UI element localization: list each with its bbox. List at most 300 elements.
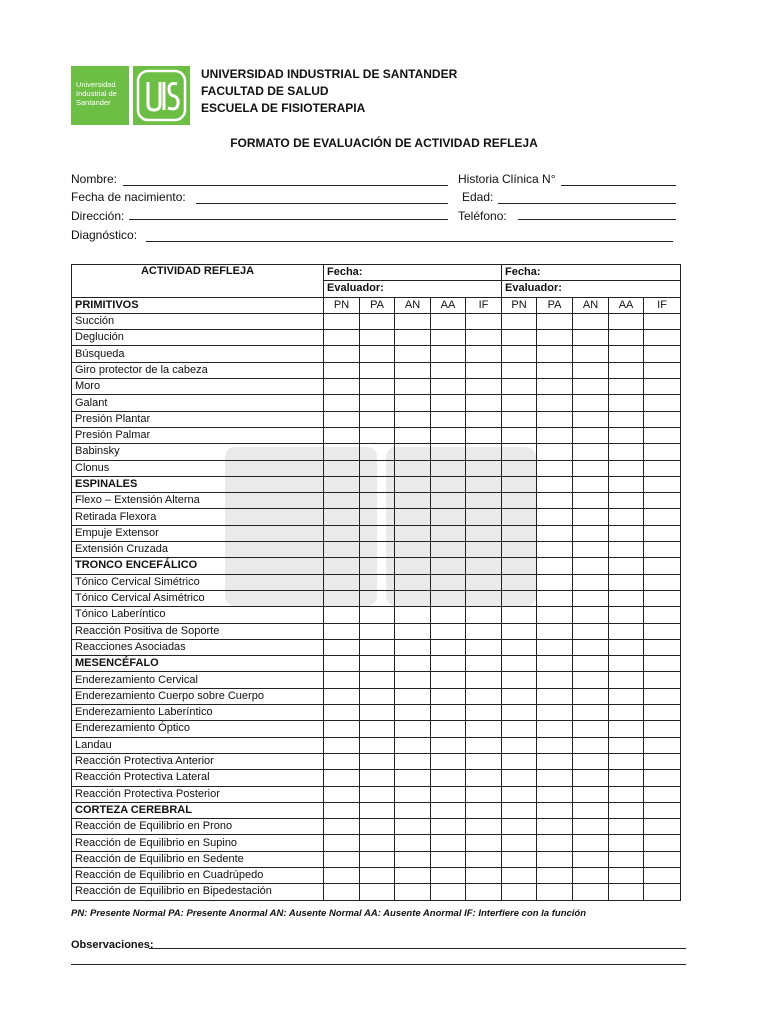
- score-cell[interactable]: [573, 770, 609, 786]
- score-cell[interactable]: [324, 411, 360, 427]
- score-cell[interactable]: [609, 493, 644, 509]
- score-cell[interactable]: [466, 525, 502, 541]
- score-cell[interactable]: [395, 525, 431, 541]
- score-cell[interactable]: [502, 737, 537, 753]
- score-cell[interactable]: [502, 346, 537, 362]
- score-cell[interactable]: [502, 509, 537, 525]
- score-cell[interactable]: [537, 444, 573, 460]
- score-cell[interactable]: [431, 770, 466, 786]
- score-cell[interactable]: [431, 395, 466, 411]
- score-cell[interactable]: [360, 705, 395, 721]
- score-cell[interactable]: [609, 509, 644, 525]
- score-cell[interactable]: [431, 623, 466, 639]
- score-cell[interactable]: [431, 656, 466, 672]
- score-cell[interactable]: [395, 770, 431, 786]
- score-cell[interactable]: [573, 721, 609, 737]
- score-cell[interactable]: [644, 362, 681, 378]
- score-cell[interactable]: [360, 411, 395, 427]
- score-cell[interactable]: [324, 362, 360, 378]
- score-cell[interactable]: [502, 525, 537, 541]
- score-cell[interactable]: [466, 313, 502, 329]
- score-cell[interactable]: [502, 542, 537, 558]
- score-cell[interactable]: [466, 705, 502, 721]
- score-cell[interactable]: [431, 672, 466, 688]
- score-cell[interactable]: [537, 672, 573, 688]
- score-cell[interactable]: [324, 460, 360, 476]
- score-cell[interactable]: [537, 802, 573, 818]
- score-cell[interactable]: [360, 330, 395, 346]
- score-cell[interactable]: [360, 802, 395, 818]
- score-cell[interactable]: [395, 362, 431, 378]
- score-cell[interactable]: [324, 753, 360, 769]
- score-cell[interactable]: [644, 607, 681, 623]
- score-cell[interactable]: [360, 656, 395, 672]
- score-cell[interactable]: [537, 476, 573, 492]
- score-cell[interactable]: [573, 705, 609, 721]
- score-cell[interactable]: [324, 607, 360, 623]
- score-cell[interactable]: [360, 851, 395, 867]
- score-cell[interactable]: [573, 476, 609, 492]
- score-cell[interactable]: [360, 525, 395, 541]
- score-cell[interactable]: [360, 786, 395, 802]
- score-cell[interactable]: [502, 786, 537, 802]
- score-cell[interactable]: [502, 460, 537, 476]
- score-cell[interactable]: [395, 753, 431, 769]
- score-cell[interactable]: [537, 313, 573, 329]
- score-cell[interactable]: [502, 705, 537, 721]
- score-cell[interactable]: [360, 346, 395, 362]
- score-cell[interactable]: [573, 558, 609, 574]
- score-cell[interactable]: [431, 705, 466, 721]
- score-cell[interactable]: [502, 493, 537, 509]
- score-cell[interactable]: [431, 493, 466, 509]
- score-cell[interactable]: [466, 460, 502, 476]
- score-cell[interactable]: [573, 607, 609, 623]
- score-cell[interactable]: [466, 851, 502, 867]
- score-cell[interactable]: [360, 460, 395, 476]
- score-cell[interactable]: [431, 639, 466, 655]
- score-cell[interactable]: [395, 493, 431, 509]
- score-cell[interactable]: [360, 313, 395, 329]
- score-cell[interactable]: [573, 753, 609, 769]
- score-cell[interactable]: [431, 851, 466, 867]
- score-cell[interactable]: [502, 427, 537, 443]
- score-cell[interactable]: [360, 737, 395, 753]
- score-cell[interactable]: [644, 411, 681, 427]
- score-cell[interactable]: [537, 786, 573, 802]
- score-cell[interactable]: [644, 574, 681, 590]
- score-cell[interactable]: [609, 346, 644, 362]
- score-cell[interactable]: [395, 476, 431, 492]
- score-cell[interactable]: [644, 590, 681, 606]
- direccion-input-line[interactable]: [129, 219, 448, 220]
- score-cell[interactable]: [431, 411, 466, 427]
- score-cell[interactable]: [324, 802, 360, 818]
- score-cell[interactable]: [609, 460, 644, 476]
- score-cell[interactable]: [466, 411, 502, 427]
- score-cell[interactable]: [502, 851, 537, 867]
- score-cell[interactable]: [360, 867, 395, 883]
- score-cell[interactable]: [395, 688, 431, 704]
- score-cell[interactable]: [395, 867, 431, 883]
- score-cell[interactable]: [502, 590, 537, 606]
- score-cell[interactable]: [466, 476, 502, 492]
- score-cell[interactable]: [395, 460, 431, 476]
- score-cell[interactable]: [431, 721, 466, 737]
- fecha-cell-1[interactable]: Fecha:: [324, 265, 502, 281]
- score-cell[interactable]: [395, 656, 431, 672]
- score-cell[interactable]: [395, 607, 431, 623]
- score-cell[interactable]: [537, 330, 573, 346]
- score-cell[interactable]: [644, 444, 681, 460]
- score-cell[interactable]: [644, 884, 681, 900]
- score-cell[interactable]: [360, 395, 395, 411]
- score-cell[interactable]: [644, 721, 681, 737]
- score-cell[interactable]: [644, 639, 681, 655]
- score-cell[interactable]: [360, 672, 395, 688]
- score-cell[interactable]: [502, 770, 537, 786]
- score-cell[interactable]: [537, 607, 573, 623]
- score-cell[interactable]: [609, 721, 644, 737]
- score-cell[interactable]: [466, 395, 502, 411]
- score-cell[interactable]: [324, 476, 360, 492]
- score-cell[interactable]: [431, 688, 466, 704]
- score-cell[interactable]: [609, 770, 644, 786]
- score-cell[interactable]: [502, 802, 537, 818]
- score-cell[interactable]: [431, 884, 466, 900]
- score-cell[interactable]: [466, 656, 502, 672]
- score-cell[interactable]: [360, 427, 395, 443]
- score-cell[interactable]: [609, 851, 644, 867]
- score-cell[interactable]: [609, 884, 644, 900]
- score-cell[interactable]: [466, 737, 502, 753]
- score-cell[interactable]: [431, 313, 466, 329]
- score-cell[interactable]: [644, 770, 681, 786]
- score-cell[interactable]: [609, 574, 644, 590]
- score-cell[interactable]: [502, 753, 537, 769]
- score-cell[interactable]: [431, 379, 466, 395]
- score-cell[interactable]: [324, 737, 360, 753]
- score-cell[interactable]: [573, 427, 609, 443]
- score-cell[interactable]: [537, 835, 573, 851]
- score-cell[interactable]: [395, 379, 431, 395]
- score-cell[interactable]: [395, 444, 431, 460]
- score-cell[interactable]: [502, 607, 537, 623]
- score-cell[interactable]: [573, 395, 609, 411]
- score-cell[interactable]: [644, 623, 681, 639]
- score-cell[interactable]: [609, 476, 644, 492]
- fecha-cell-2[interactable]: Fecha:: [502, 265, 681, 281]
- score-cell[interactable]: [395, 786, 431, 802]
- score-cell[interactable]: [573, 460, 609, 476]
- score-cell[interactable]: [466, 721, 502, 737]
- score-cell[interactable]: [502, 411, 537, 427]
- score-cell[interactable]: [360, 753, 395, 769]
- score-cell[interactable]: [573, 542, 609, 558]
- score-cell[interactable]: [609, 362, 644, 378]
- score-cell[interactable]: [466, 884, 502, 900]
- score-cell[interactable]: [466, 379, 502, 395]
- score-cell[interactable]: [466, 574, 502, 590]
- score-cell[interactable]: [324, 705, 360, 721]
- score-cell[interactable]: [573, 819, 609, 835]
- score-cell[interactable]: [502, 819, 537, 835]
- score-cell[interactable]: [502, 379, 537, 395]
- score-cell[interactable]: [537, 574, 573, 590]
- score-cell[interactable]: [360, 542, 395, 558]
- score-cell[interactable]: [466, 427, 502, 443]
- score-cell[interactable]: [431, 819, 466, 835]
- score-cell[interactable]: [502, 558, 537, 574]
- score-cell[interactable]: [360, 379, 395, 395]
- score-cell[interactable]: [466, 639, 502, 655]
- score-cell[interactable]: [360, 574, 395, 590]
- score-cell[interactable]: [324, 884, 360, 900]
- score-cell[interactable]: [644, 460, 681, 476]
- edad-input-line[interactable]: [498, 203, 676, 204]
- score-cell[interactable]: [644, 851, 681, 867]
- score-cell[interactable]: [360, 623, 395, 639]
- score-cell[interactable]: [466, 362, 502, 378]
- score-cell[interactable]: [502, 835, 537, 851]
- score-cell[interactable]: [395, 509, 431, 525]
- score-cell[interactable]: [324, 379, 360, 395]
- score-cell[interactable]: [324, 493, 360, 509]
- score-cell[interactable]: [395, 884, 431, 900]
- score-cell[interactable]: [644, 558, 681, 574]
- score-cell[interactable]: [431, 444, 466, 460]
- score-cell[interactable]: [502, 656, 537, 672]
- historia-clinica-input-line[interactable]: [561, 185, 676, 186]
- score-cell[interactable]: [324, 851, 360, 867]
- score-cell[interactable]: [431, 786, 466, 802]
- score-cell[interactable]: [609, 313, 644, 329]
- score-cell[interactable]: [431, 509, 466, 525]
- score-cell[interactable]: [609, 672, 644, 688]
- score-cell[interactable]: [644, 379, 681, 395]
- score-cell[interactable]: [609, 330, 644, 346]
- score-cell[interactable]: [573, 688, 609, 704]
- score-cell[interactable]: [502, 867, 537, 883]
- score-cell[interactable]: [324, 672, 360, 688]
- score-cell[interactable]: [537, 851, 573, 867]
- score-cell[interactable]: [609, 379, 644, 395]
- score-cell[interactable]: [431, 753, 466, 769]
- score-cell[interactable]: [537, 884, 573, 900]
- score-cell[interactable]: [573, 313, 609, 329]
- score-cell[interactable]: [395, 313, 431, 329]
- score-cell[interactable]: [360, 835, 395, 851]
- score-cell[interactable]: [324, 330, 360, 346]
- score-cell[interactable]: [609, 737, 644, 753]
- score-cell[interactable]: [395, 623, 431, 639]
- score-cell[interactable]: [395, 639, 431, 655]
- score-cell[interactable]: [609, 623, 644, 639]
- score-cell[interactable]: [431, 590, 466, 606]
- score-cell[interactable]: [537, 346, 573, 362]
- score-cell[interactable]: [609, 607, 644, 623]
- score-cell[interactable]: [644, 672, 681, 688]
- score-cell[interactable]: [466, 770, 502, 786]
- score-cell[interactable]: [502, 721, 537, 737]
- score-cell[interactable]: [644, 802, 681, 818]
- score-cell[interactable]: [502, 623, 537, 639]
- score-cell[interactable]: [431, 737, 466, 753]
- score-cell[interactable]: [466, 509, 502, 525]
- score-cell[interactable]: [609, 427, 644, 443]
- score-cell[interactable]: [609, 753, 644, 769]
- score-cell[interactable]: [537, 395, 573, 411]
- score-cell[interactable]: [573, 737, 609, 753]
- score-cell[interactable]: [360, 590, 395, 606]
- score-cell[interactable]: [502, 313, 537, 329]
- score-cell[interactable]: [537, 493, 573, 509]
- score-cell[interactable]: [324, 835, 360, 851]
- score-cell[interactable]: [537, 867, 573, 883]
- score-cell[interactable]: [324, 395, 360, 411]
- score-cell[interactable]: [324, 688, 360, 704]
- score-cell[interactable]: [502, 639, 537, 655]
- score-cell[interactable]: [644, 476, 681, 492]
- score-cell[interactable]: [360, 476, 395, 492]
- observaciones-line-2[interactable]: [71, 964, 686, 965]
- score-cell[interactable]: [537, 705, 573, 721]
- score-cell[interactable]: [395, 590, 431, 606]
- score-cell[interactable]: [537, 590, 573, 606]
- score-cell[interactable]: [466, 444, 502, 460]
- score-cell[interactable]: [360, 639, 395, 655]
- score-cell[interactable]: [573, 623, 609, 639]
- score-cell[interactable]: [537, 542, 573, 558]
- score-cell[interactable]: [324, 867, 360, 883]
- score-cell[interactable]: [502, 672, 537, 688]
- score-cell[interactable]: [537, 558, 573, 574]
- score-cell[interactable]: [573, 786, 609, 802]
- score-cell[interactable]: [466, 753, 502, 769]
- score-cell[interactable]: [395, 851, 431, 867]
- score-cell[interactable]: [644, 737, 681, 753]
- score-cell[interactable]: [502, 395, 537, 411]
- score-cell[interactable]: [395, 835, 431, 851]
- score-cell[interactable]: [537, 379, 573, 395]
- score-cell[interactable]: [644, 313, 681, 329]
- score-cell[interactable]: [395, 721, 431, 737]
- score-cell[interactable]: [466, 493, 502, 509]
- score-cell[interactable]: [644, 867, 681, 883]
- score-cell[interactable]: [609, 819, 644, 835]
- score-cell[interactable]: [360, 558, 395, 574]
- score-cell[interactable]: [644, 705, 681, 721]
- score-cell[interactable]: [360, 607, 395, 623]
- score-cell[interactable]: [395, 672, 431, 688]
- score-cell[interactable]: [644, 330, 681, 346]
- score-cell[interactable]: [502, 362, 537, 378]
- score-cell[interactable]: [644, 346, 681, 362]
- score-cell[interactable]: [360, 493, 395, 509]
- score-cell[interactable]: [609, 542, 644, 558]
- score-cell[interactable]: [644, 753, 681, 769]
- score-cell[interactable]: [609, 867, 644, 883]
- score-cell[interactable]: [324, 590, 360, 606]
- score-cell[interactable]: [609, 835, 644, 851]
- score-cell[interactable]: [537, 509, 573, 525]
- score-cell[interactable]: [609, 705, 644, 721]
- score-cell[interactable]: [466, 542, 502, 558]
- score-cell[interactable]: [537, 427, 573, 443]
- score-cell[interactable]: [502, 574, 537, 590]
- score-cell[interactable]: [573, 444, 609, 460]
- score-cell[interactable]: [537, 737, 573, 753]
- score-cell[interactable]: [537, 721, 573, 737]
- score-cell[interactable]: [573, 672, 609, 688]
- score-cell[interactable]: [360, 819, 395, 835]
- score-cell[interactable]: [537, 460, 573, 476]
- evaluador-cell-2[interactable]: Evaluador:: [502, 281, 681, 297]
- score-cell[interactable]: [324, 427, 360, 443]
- score-cell[interactable]: [324, 558, 360, 574]
- score-cell[interactable]: [573, 574, 609, 590]
- score-cell[interactable]: [431, 346, 466, 362]
- score-cell[interactable]: [466, 819, 502, 835]
- score-cell[interactable]: [466, 867, 502, 883]
- score-cell[interactable]: [431, 460, 466, 476]
- score-cell[interactable]: [644, 819, 681, 835]
- score-cell[interactable]: [466, 688, 502, 704]
- score-cell[interactable]: [324, 770, 360, 786]
- score-cell[interactable]: [573, 493, 609, 509]
- score-cell[interactable]: [644, 688, 681, 704]
- score-cell[interactable]: [644, 786, 681, 802]
- score-cell[interactable]: [502, 444, 537, 460]
- score-cell[interactable]: [537, 623, 573, 639]
- score-cell[interactable]: [395, 802, 431, 818]
- score-cell[interactable]: [466, 590, 502, 606]
- score-cell[interactable]: [644, 542, 681, 558]
- score-cell[interactable]: [573, 411, 609, 427]
- score-cell[interactable]: [573, 346, 609, 362]
- score-cell[interactable]: [360, 688, 395, 704]
- score-cell[interactable]: [609, 395, 644, 411]
- score-cell[interactable]: [431, 525, 466, 541]
- score-cell[interactable]: [431, 607, 466, 623]
- score-cell[interactable]: [609, 590, 644, 606]
- score-cell[interactable]: [609, 525, 644, 541]
- score-cell[interactable]: [324, 819, 360, 835]
- score-cell[interactable]: [466, 835, 502, 851]
- score-cell[interactable]: [324, 786, 360, 802]
- observaciones-line-1[interactable]: [149, 948, 686, 949]
- score-cell[interactable]: [609, 656, 644, 672]
- score-cell[interactable]: [609, 802, 644, 818]
- score-cell[interactable]: [395, 574, 431, 590]
- score-cell[interactable]: [431, 476, 466, 492]
- score-cell[interactable]: [644, 656, 681, 672]
- score-cell[interactable]: [537, 656, 573, 672]
- score-cell[interactable]: [609, 411, 644, 427]
- score-cell[interactable]: [466, 330, 502, 346]
- score-cell[interactable]: [502, 476, 537, 492]
- score-cell[interactable]: [502, 688, 537, 704]
- score-cell[interactable]: [466, 802, 502, 818]
- score-cell[interactable]: [573, 656, 609, 672]
- score-cell[interactable]: [466, 607, 502, 623]
- score-cell[interactable]: [324, 574, 360, 590]
- score-cell[interactable]: [644, 395, 681, 411]
- score-cell[interactable]: [537, 362, 573, 378]
- score-cell[interactable]: [502, 330, 537, 346]
- score-cell[interactable]: [609, 558, 644, 574]
- score-cell[interactable]: [324, 313, 360, 329]
